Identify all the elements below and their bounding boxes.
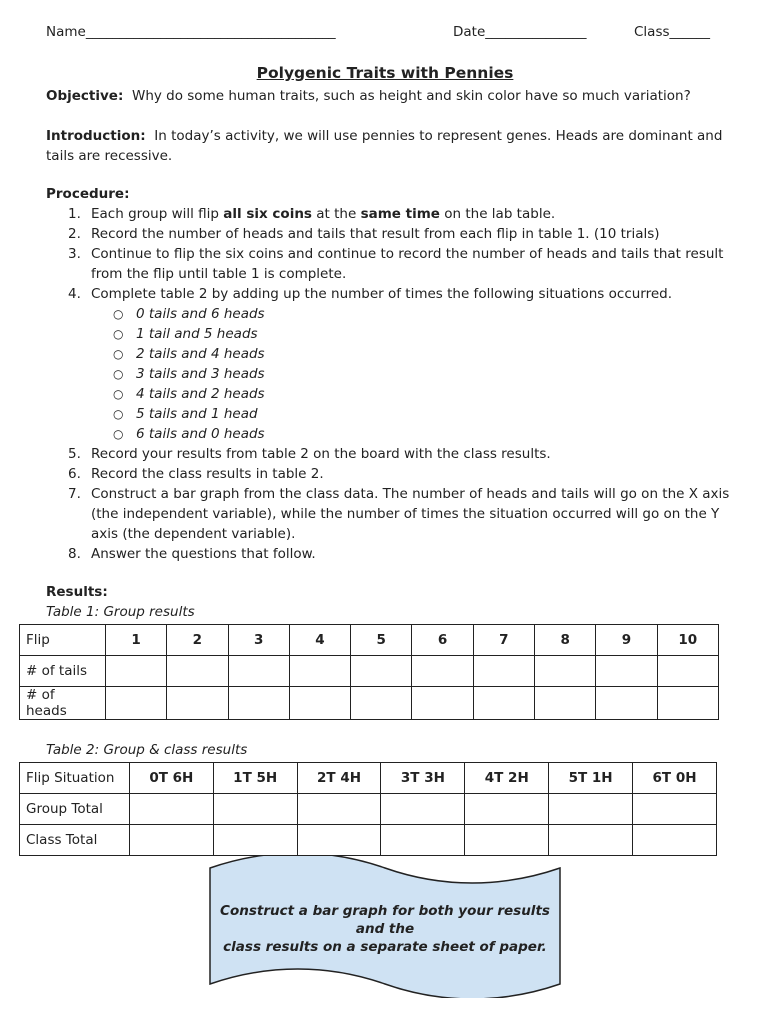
group-results-table: [19, 624, 719, 720]
entry-cell[interactable]: [289, 656, 350, 687]
entry-cell[interactable]: [105, 656, 166, 687]
entry-cell[interactable]: [213, 794, 297, 825]
row-label: Class Total: [20, 825, 130, 856]
introduction-text: In today’s activity, we will use pennies to represent genes. Heads are dominant and tails are recessive.: [46, 128, 723, 164]
step-number: 2.: [68, 226, 81, 242]
class-field: Class______: [634, 24, 711, 40]
entry-cell[interactable]: [473, 656, 534, 687]
entry-cell[interactable]: [633, 794, 717, 825]
entry-cell[interactable]: [535, 687, 596, 720]
entry-cell[interactable]: [167, 687, 228, 720]
entry-cell[interactable]: [228, 687, 289, 720]
entry-cell[interactable]: [596, 687, 657, 720]
entry-cell[interactable]: [465, 825, 549, 856]
step-text-bold: same time: [360, 206, 440, 222]
column-header: 4T 2H: [465, 763, 549, 794]
step-number: 6.: [68, 466, 81, 482]
entry-cell[interactable]: [289, 687, 350, 720]
step-text: Record the class results in table 2.: [91, 466, 324, 482]
step-number: 3.: [68, 246, 81, 262]
entry-cell[interactable]: [129, 825, 213, 856]
date-field: Date_______________: [453, 24, 587, 40]
entry-cell[interactable]: [129, 794, 213, 825]
step-number: 7.: [68, 486, 81, 502]
introduction-label: Introduction:: [46, 128, 146, 144]
row-label: # of heads: [20, 687, 106, 720]
entry-cell[interactable]: [633, 825, 717, 856]
column-header: 8: [535, 625, 596, 656]
entry-cell[interactable]: [657, 687, 718, 720]
entry-cell[interactable]: [412, 687, 473, 720]
column-header: 3: [228, 625, 289, 656]
situation-text: 3 tails and 3 heads: [136, 366, 265, 382]
situation-text: 4 tails and 2 heads: [136, 386, 265, 402]
objective: [46, 86, 736, 106]
step-text: Record your results from table 2 on the board with the class results.: [91, 446, 551, 462]
situation-text: 1 tail and 5 heads: [136, 326, 258, 342]
row-label: # of tails: [20, 656, 106, 687]
row-label: Group Total: [20, 794, 130, 825]
column-header: 6: [412, 625, 473, 656]
step-text-part: on the lab table.: [439, 206, 556, 222]
situation-text: 5 tails and 1 head: [136, 406, 258, 422]
step-text-bold: all six coins: [223, 206, 312, 222]
circle-bullet-icon: ○: [113, 387, 124, 401]
step-text: Complete table 2 by adding up the number of times the following situations occurred.: [91, 286, 673, 302]
table1-caption: Table 1: Group results: [46, 604, 195, 620]
step-text: Answer the questions that follow.: [91, 546, 316, 562]
entry-cell[interactable]: [351, 656, 412, 687]
column-header: 1: [105, 625, 166, 656]
circle-bullet-icon: ○: [113, 367, 124, 381]
situation-text: 6 tails and 0 heads: [136, 426, 265, 442]
entry-cell[interactable]: [105, 687, 166, 720]
situation-text: 2 tails and 4 heads: [136, 346, 265, 362]
bar-graph-instruction: [210, 902, 560, 956]
table-row: [20, 794, 717, 825]
entry-cell[interactable]: [535, 656, 596, 687]
table2-caption: Table 2: Group & class results: [46, 742, 248, 758]
instruction-line: and the: [355, 921, 415, 937]
column-header: 1T 5H: [213, 763, 297, 794]
instruction-line: class results on a separate sheet of paper.: [223, 939, 547, 955]
table-row: [20, 825, 717, 856]
circle-bullet-icon: ○: [113, 327, 124, 341]
step-number: 5.: [68, 446, 81, 462]
results-heading: Results:: [46, 584, 108, 600]
table-row: [20, 656, 719, 687]
procedure-heading: Procedure:: [46, 186, 130, 202]
entry-cell[interactable]: [167, 656, 228, 687]
column-header: 10: [657, 625, 718, 656]
objective-label: Objective:: [46, 88, 124, 104]
page-title: Polygenic Traits with Pennies: [256, 64, 514, 82]
step-text-part: at the: [311, 206, 361, 222]
circle-bullet-icon: ○: [113, 347, 124, 361]
column-header: 3T 3H: [381, 763, 465, 794]
table-header-row: [20, 763, 717, 794]
entry-cell[interactable]: [297, 825, 381, 856]
step-text: Continue to flip the six coins and continue to record the number of heads and tails that result from the flip until table 1 is complete.: [91, 246, 724, 282]
circle-bullet-icon: ○: [113, 407, 124, 421]
class-results-table: [19, 762, 717, 856]
entry-cell[interactable]: [657, 656, 718, 687]
step-text: Construct a bar graph from the class data. The number of heads and tails will go on the X axis (the independent variable), while the number of times the situation occurred will go on the Y axis (the dependent variable).: [91, 486, 730, 542]
introduction: [46, 126, 736, 166]
step-text: Record the number of heads and tails that result from each flip in table 1. (10 trials): [91, 226, 660, 242]
table-corner-cell: Flip: [20, 625, 106, 656]
column-header: 6T 0H: [633, 763, 717, 794]
step-number: 1.: [68, 206, 81, 222]
column-header: 7: [473, 625, 534, 656]
step-text-part: Each group will flip: [91, 206, 224, 222]
entry-cell[interactable]: [412, 656, 473, 687]
entry-cell[interactable]: [381, 794, 465, 825]
column-header: 4: [289, 625, 350, 656]
table-row: [20, 687, 719, 720]
column-header: 9: [596, 625, 657, 656]
entry-cell[interactable]: [213, 825, 297, 856]
entry-cell[interactable]: [381, 825, 465, 856]
entry-cell[interactable]: [473, 687, 534, 720]
entry-cell[interactable]: [351, 687, 412, 720]
situation-text: 0 tails and 6 heads: [136, 306, 265, 322]
table-header-row: [20, 625, 719, 656]
entry-cell[interactable]: [297, 794, 381, 825]
entry-cell[interactable]: [596, 656, 657, 687]
entry-cell[interactable]: [549, 794, 633, 825]
column-header: 0T 6H: [129, 763, 213, 794]
step-number: 8.: [68, 546, 81, 562]
column-header: 5T 1H: [549, 763, 633, 794]
instruction-line: Construct a bar graph for both your results: [220, 903, 550, 919]
table-corner-cell: Flip Situation: [20, 763, 130, 794]
name-field: Name_____________________________________: [46, 24, 336, 40]
circle-bullet-icon: ○: [113, 307, 124, 321]
step-text: [91, 204, 731, 224]
objective-text: Why do some human traits, such as height and skin color have so much variation?: [131, 88, 691, 104]
entry-cell[interactable]: [228, 656, 289, 687]
entry-cell[interactable]: [465, 794, 549, 825]
column-header: 2T 4H: [297, 763, 381, 794]
entry-cell[interactable]: [549, 825, 633, 856]
column-header: 5: [351, 625, 412, 656]
circle-bullet-icon: ○: [113, 427, 124, 441]
column-header: 2: [167, 625, 228, 656]
step-number: 4.: [68, 286, 81, 302]
